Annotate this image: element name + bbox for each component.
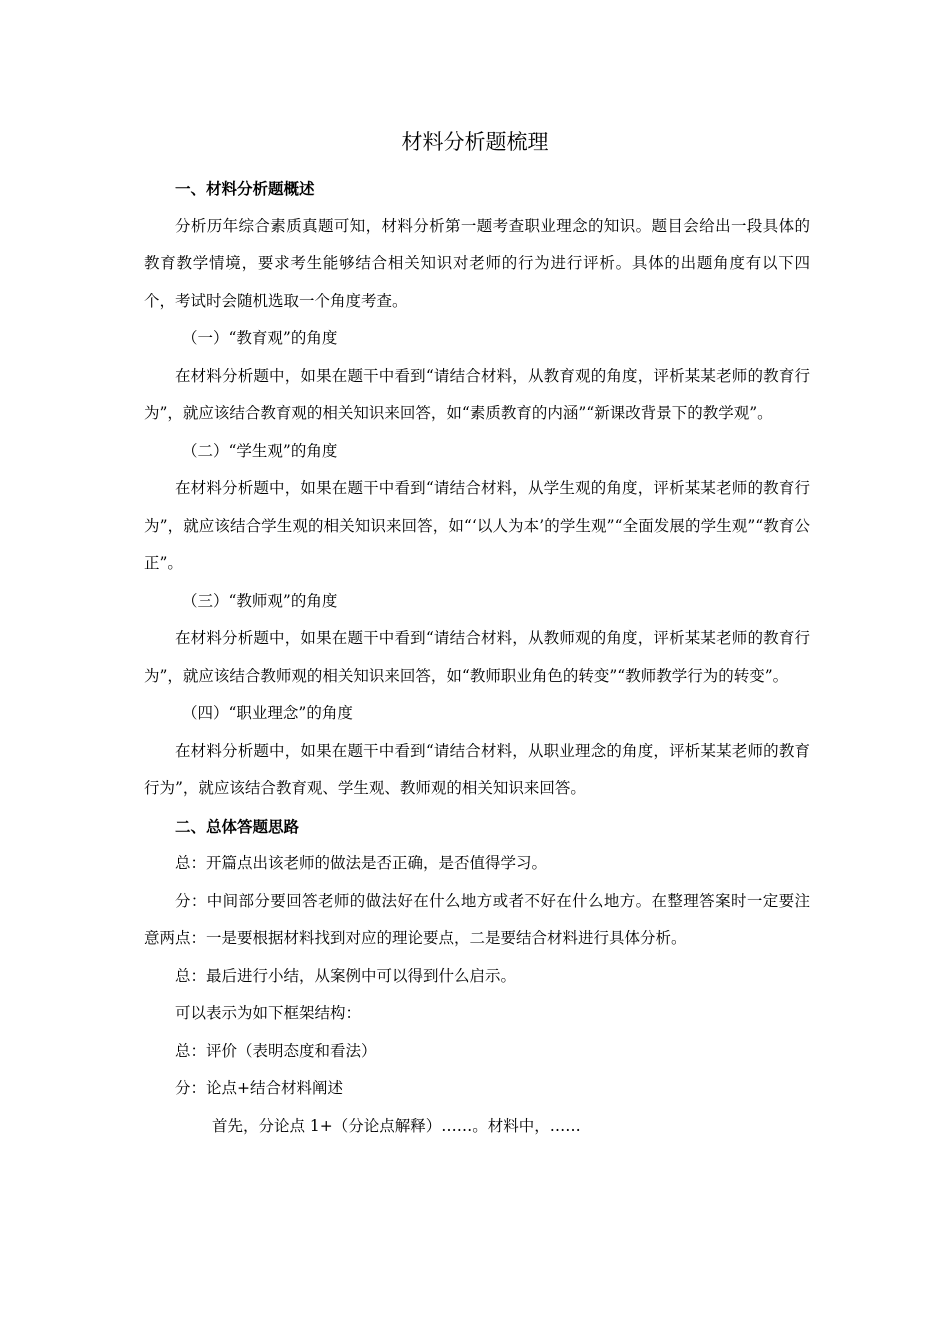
paragraph: 总：评价（表明态度和看法） (175, 1041, 377, 1060)
subsection-heading: （四）“职业理念”的角度 (182, 704, 353, 722)
paragraph: 总：开篇点出该老师的做法是否正确，是否值得学习。 (175, 854, 548, 872)
paragraph: 在材料分析题中，如果在题干中看到“请结合材料，从教育观的角度，评析某某老师的教育行为”，就应该结合教育观的相关知识来回答，如“素质教育的内涵”“新课改背景下的教学观”。 (144, 366, 810, 422)
paragraph: 可以表示为如下框架结构： (175, 1004, 362, 1022)
document-body (144, 170, 810, 1145)
paragraph: 分：论点+结合材料阐述 (175, 1079, 343, 1097)
section-heading: 二、总体答题思路 (175, 816, 300, 836)
paragraph: 在材料分析题中，如果在题干中看到“请结合材料，从教师观的角度，评析某某老师的教育行为”，就应该结合教师观的相关知识来回答，如“教师职业角色的转变”“教师教学行为的转变”。 (144, 629, 810, 685)
section-heading: 一、材料分析题概述 (175, 179, 315, 198)
paragraph: 总：最后进行小结，从案例中可以得到什么启示。 (175, 966, 517, 985)
paragraph: 在材料分析题中，如果在题干中看到“请结合材料，从职业理念的角度，评析某某老师的教育行为”，就应该结合教育观、学生观、教师观的相关知识来回答。 (144, 741, 810, 797)
subsection-heading: （二）“学生观”的角度 (182, 441, 338, 460)
subsection-heading: （一）“教育观”的角度 (182, 329, 338, 347)
subsection-heading: （三）“教师观”的角度 (182, 591, 338, 610)
paragraph: 分析历年综合素质真题可知，材料分析第一题考查职业理念的知识。题目会给出一段具体的教育教学情境，要求考生能够结合相关知识对老师的行为进行评析。具体的出题角度有以下四个，考试时会随机选取一个角度考查。 (144, 216, 810, 310)
paragraph: 在材料分析题中，如果在题干中看到“请结合材料，从学生观的角度，评析某某老师的教育行为”，就应该结合学生观的相关知识来回答，如“‘以人为本’的学生观”“全面发展的学生观”“教育公正”。 (144, 479, 810, 572)
paragraph: 分：中间部分要回答老师的做法好在什么地方或者不好在什么地方。在整理答案时一定要注意两点：一是要根据材料找到对应的理论要点，二是要结合材料进行具体分析。 (144, 891, 810, 947)
paragraph: 首先，分论点 1+（分论点解释）……。材料中，…… (212, 1116, 581, 1135)
document-title: 材料分析题梳理 (401, 130, 549, 154)
